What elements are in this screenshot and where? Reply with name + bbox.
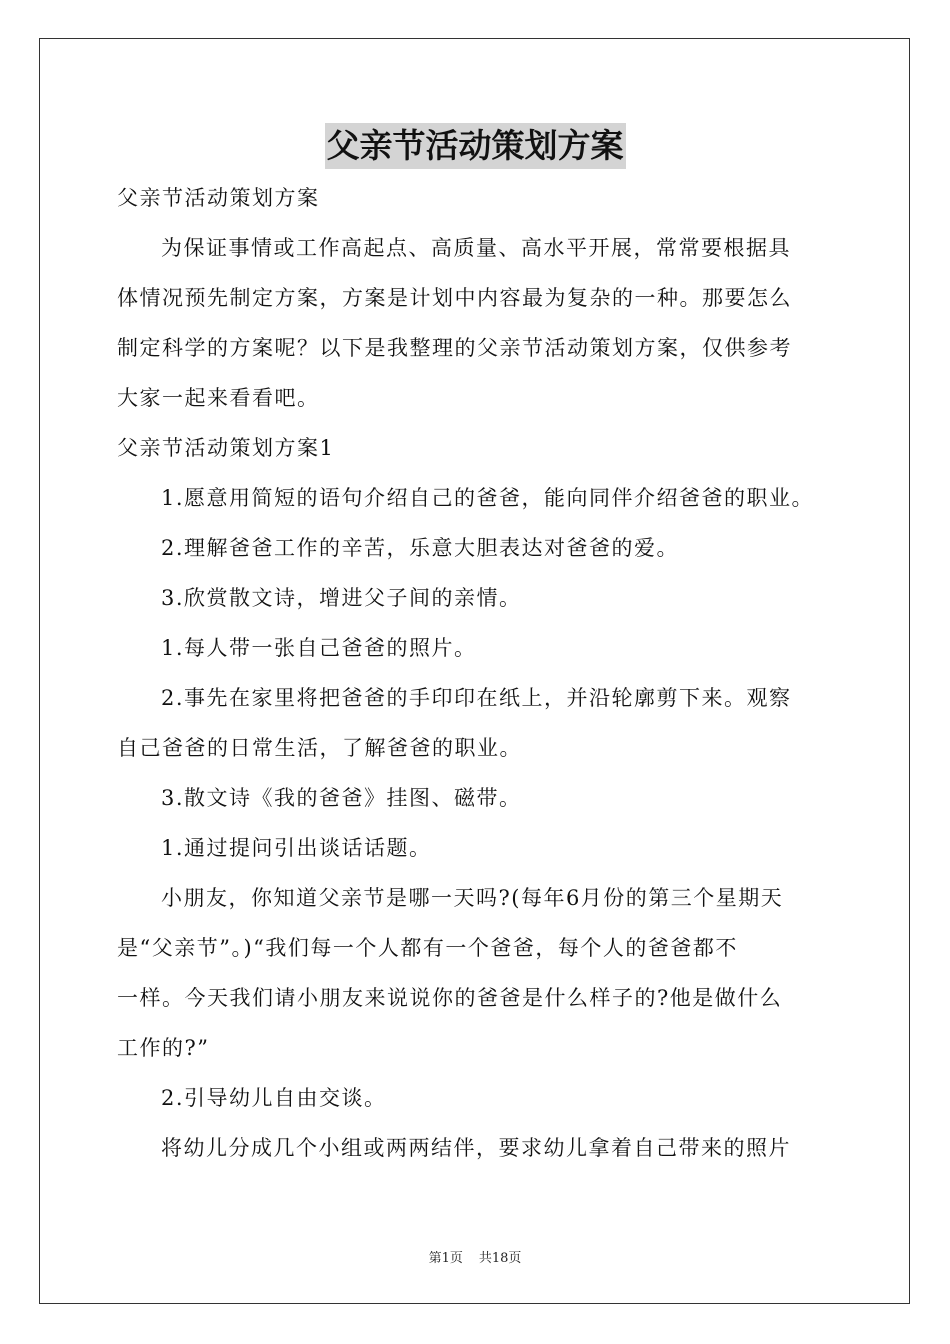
section-heading: 父亲节活动策划方案1 (117, 436, 335, 460)
paragraph-line: 工作的?” (117, 1036, 210, 1060)
paragraph-line: 大家一起来看看吧。 (117, 386, 320, 410)
paragraph-line: 2.引导幼儿自由交谈。 (161, 1086, 387, 1110)
paragraph-line: 为保证事情或工作高起点、高质量、高水平开展，常常要根据具 (161, 236, 791, 260)
paragraph-line: 小朋友，你知道父亲节是哪一天吗?(每年6月份的第三个星期天 (161, 886, 784, 910)
document-body (117, 173, 843, 1173)
paragraph-line: 将幼儿分成几个小组或两两结伴，要求幼儿拿着自己带来的照片 (161, 1136, 791, 1160)
paragraph-line: 1.通过提问引出谈话话题。 (161, 836, 432, 860)
paragraph-line: 2.事先在家里将把爸爸的手印印在纸上，并沿轮廓剪下来。观察 (161, 686, 792, 710)
paragraph-line: 2.理解爸爸工作的辛苦，乐意大胆表达对爸爸的爱。 (161, 536, 680, 560)
page-footer (0, 1247, 950, 1266)
paragraph-line: 父亲节活动策划方案 (117, 186, 320, 210)
paragraph-line: 自己爸爸的日常生活，了解爸爸的职业。 (117, 736, 522, 760)
paragraph-line: 是“父亲节”。)“我们每一个人都有一个爸爸，每个人的爸爸都不 (117, 936, 738, 960)
document-title: 父亲节活动策划方案 (325, 123, 626, 169)
paragraph-line: 1.愿意用简短的语句介绍自己的爸爸，能向同伴介绍爸爸的职业。 (161, 486, 815, 510)
page-total: 共18页 (478, 1251, 522, 1266)
paragraph-line: 1.每人带一张自己爸爸的照片。 (161, 636, 477, 660)
document-title-container (0, 123, 950, 169)
paragraph-line: 一样。今天我们请小朋友来说说你的爸爸是什么样子的?他是做什么 (117, 986, 783, 1010)
paragraph-line: 制定科学的方案呢？以下是我整理的父亲节活动策划方案，仅供参考 (117, 336, 792, 360)
page-number: 第1页 (428, 1251, 463, 1266)
paragraph-line: 3.散文诗《我的爸爸》挂图、磁带。 (161, 786, 522, 810)
paragraph-line: 3.欣赏散文诗，增进父子间的亲情。 (161, 586, 522, 610)
paragraph-line: 体情况预先制定方案，方案是计划中内容最为复杂的一种。那要怎么 (117, 286, 792, 310)
